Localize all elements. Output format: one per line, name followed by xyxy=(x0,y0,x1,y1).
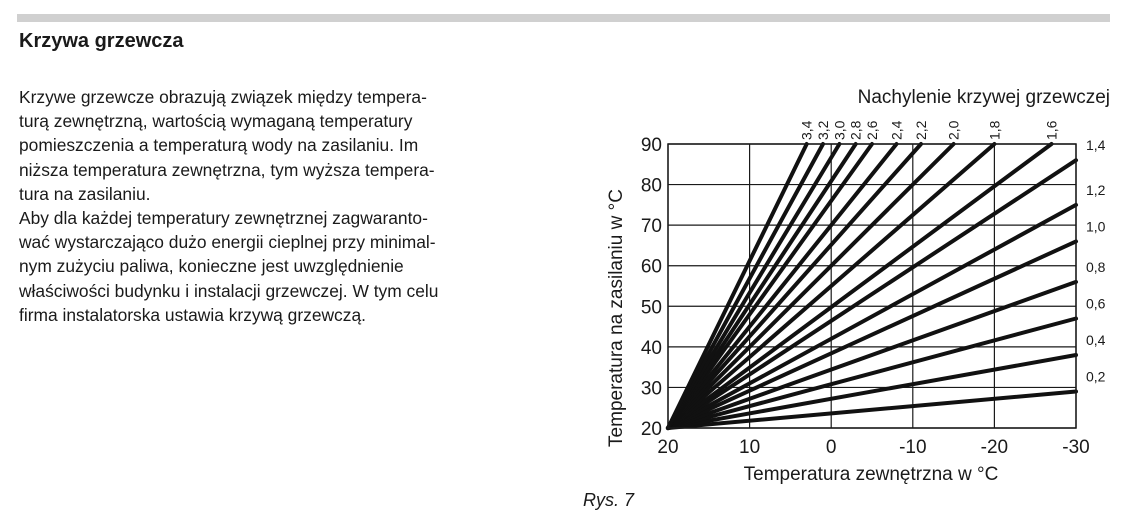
y-tick-labels xyxy=(641,135,662,440)
curve-label: 3,0 xyxy=(831,120,848,140)
x-tick-label: 20 xyxy=(657,437,679,458)
x-tick-labels xyxy=(657,437,1089,458)
top-rule xyxy=(17,14,1110,22)
curve-label: 2,6 xyxy=(864,120,880,140)
paragraph-line: turą zewnętrzną, wartością wymaganą temperatury xyxy=(19,111,413,132)
x-tick-label: 10 xyxy=(739,437,761,458)
curve-label: 1,2 xyxy=(1086,181,1106,198)
figure-caption: Rys. 7 xyxy=(583,490,635,510)
x-tick-label: 0 xyxy=(825,437,837,458)
y-tick-label: 40 xyxy=(640,337,662,359)
curve-label: 1,0 xyxy=(1086,218,1106,235)
curve-label: 3,2 xyxy=(815,120,831,140)
paragraph-line: niższa temperatura zewnętrzna, tym wyższa tempera- xyxy=(19,159,435,180)
curve-label: 2,2 xyxy=(913,120,929,140)
chart-grid xyxy=(668,144,1076,428)
curve-label: 0,2 xyxy=(1086,368,1106,385)
y-tick-label: 80 xyxy=(640,175,662,197)
curve-label: 3,4 xyxy=(798,120,815,140)
curve-label: 2,0 xyxy=(945,120,962,140)
curve-label: 0,4 xyxy=(1086,331,1106,348)
curve-label: 1,6 xyxy=(1043,120,1060,140)
heating-curve xyxy=(668,144,872,428)
chart-curves xyxy=(668,144,1076,428)
curve-label: 1,8 xyxy=(986,120,1003,140)
y-tick-label: 60 xyxy=(640,256,662,278)
x-tick-label: -30 xyxy=(1062,437,1090,458)
y-tick-label: 50 xyxy=(640,297,662,319)
x-tick-label: -20 xyxy=(980,437,1009,458)
paragraph-line: nym zużyciu paliwa, konieczne jest uwzględnienie xyxy=(19,256,404,277)
heating-curve-chart xyxy=(600,84,1130,489)
y-tick-label: 20 xyxy=(640,419,662,440)
y-tick-label: 30 xyxy=(640,378,662,400)
paragraph-line: pomieszczenia a temperaturą wody na zasilaniu. Im xyxy=(19,135,419,156)
y-axis-label: Temperatura na zasilaniu w °C xyxy=(606,189,627,447)
x-tick-label: -10 xyxy=(899,437,927,458)
curve-label: 0,6 xyxy=(1086,295,1106,312)
curve-label: 0,8 xyxy=(1086,258,1106,275)
body-paragraph xyxy=(19,85,539,327)
y-tick-label: 90 xyxy=(640,135,662,156)
plot-frame xyxy=(668,144,1076,428)
paragraph-line: Aby dla każdej temperatury zewnętrznej zagwaranto- xyxy=(19,208,428,229)
paragraph-line: firma instalatorska ustawia krzywą grzewczą. xyxy=(19,304,366,325)
section-title: Krzywa grzewcza xyxy=(19,30,184,52)
chart-title: Nachylenie krzywej grzewczej xyxy=(857,87,1110,108)
curve-label: 2,8 xyxy=(847,120,864,140)
paragraph-line: wać wystarczająco dużo energii cieplnej przy minimal- xyxy=(19,232,436,253)
y-tick-label: 70 xyxy=(640,216,662,238)
x-axis-label: Temperatura zewnętrzna w °C xyxy=(743,464,999,485)
paragraph-line: właściwości budynku i instalacji grzewczej. W tym celu xyxy=(19,280,439,301)
curve-label: 1,4 xyxy=(1086,137,1106,154)
paragraph-line: Krzywe grzewcze obrazują związek między tempera- xyxy=(19,87,427,107)
heating-curve xyxy=(668,144,839,428)
curve-label: 2,4 xyxy=(888,120,905,140)
paragraph-line: tura na zasilaniu. xyxy=(19,183,151,204)
